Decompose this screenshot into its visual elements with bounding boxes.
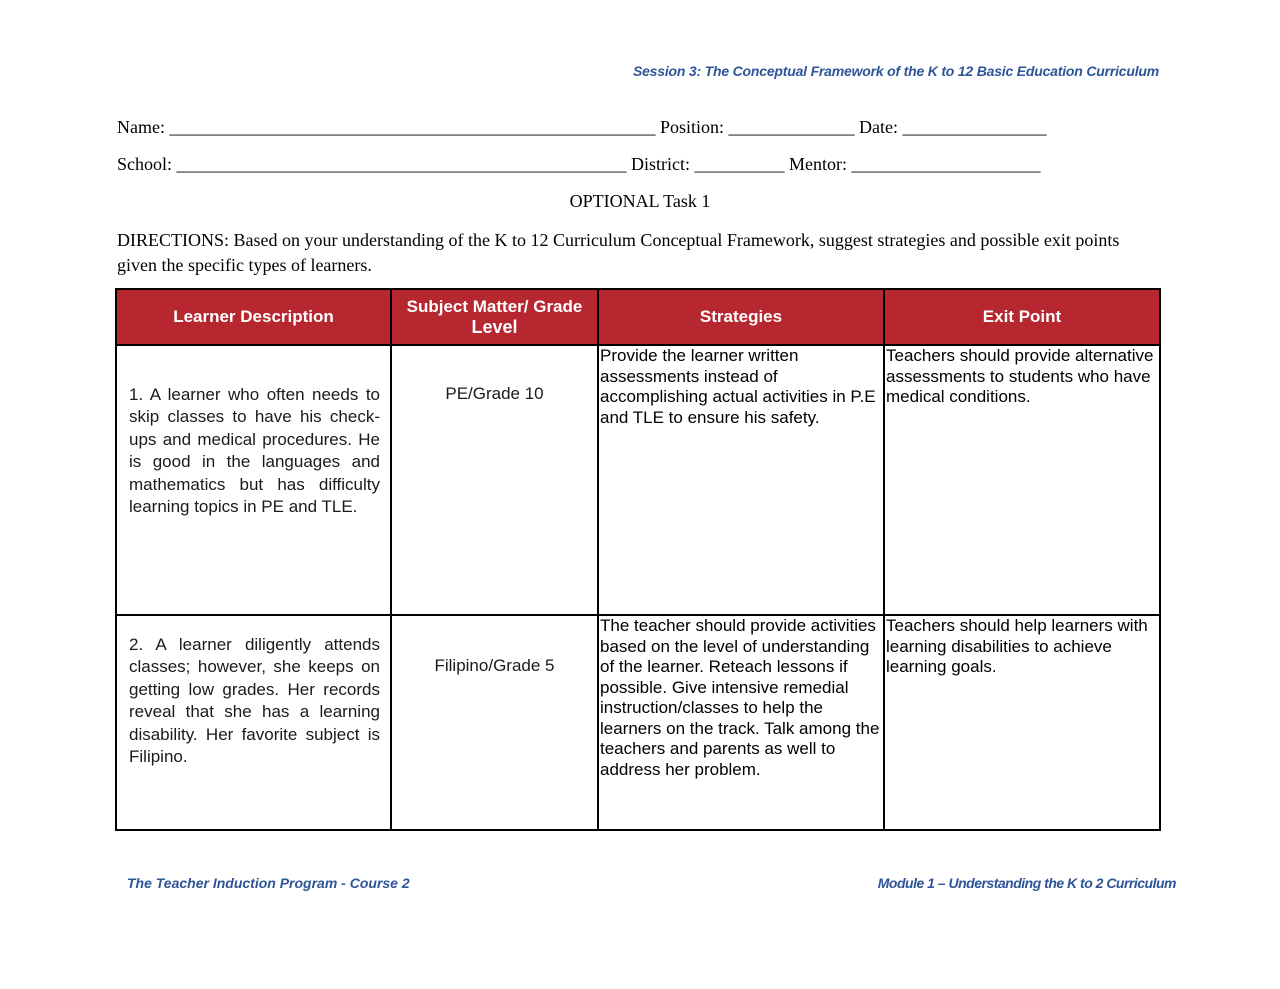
mentor-label: Mentor:: [789, 154, 848, 174]
date-field[interactable]: ________________: [902, 117, 1047, 137]
mentor-field[interactable]: _____________________: [851, 154, 1041, 174]
subject-cell: [391, 345, 598, 615]
subject-text: Filipino/Grade 5: [434, 656, 555, 675]
learner-description-cell: [116, 345, 391, 615]
directions-text: DIRECTIONS: Based on your understanding of the K to 12 Curriculum Conceptual Framework, suggest strategies and possible exit points given the specific types of learners.: [117, 230, 1120, 275]
footer-module-title: Module 1 – Understanding the K to 2 Curriculum: [877, 875, 1176, 891]
strategies-text: The teacher should provide activities based on the level of understanding of the learner. Reteach lessons if possible. Give intensive remedial instruction/classes to help the learners on the track. Talk among the teachers and parents as well to address her problem.: [600, 616, 880, 779]
header-exit-point: Exit Point: [884, 289, 1160, 345]
header-subject-line1: Subject Matter/ Grade: [406, 297, 583, 316]
date-label: Date:: [859, 117, 898, 137]
exit-point-cell[interactable]: [884, 615, 1160, 830]
school-field[interactable]: __________________________________________________: [176, 154, 627, 174]
school-label: School:: [117, 154, 173, 174]
exit-point-text: Teachers should provide alternative assessments to students who have medical conditions.: [886, 346, 1154, 406]
position-label: Position:: [659, 117, 725, 137]
learner-description-cell: [116, 615, 391, 830]
footer-program-title: The Teacher Induction Program - Course 2: [127, 875, 410, 891]
learner-description-text: 1. A learner who often needs to skip classes to have his check-ups and medical procedures. He is good in the languages and mathematics but has difficulty learning topics in PE and TLE.: [129, 385, 380, 517]
header-subject-matter: [391, 289, 598, 345]
district-label: District:: [631, 154, 691, 174]
subject-text: PE/Grade 10: [445, 384, 544, 403]
table-header-row: [116, 289, 1160, 345]
strategies-text: Provide the learner written assessments instead of accomplishing actual activities in P.E and TLE to ensure his safety.: [600, 346, 876, 427]
header-strategies: Strategies: [598, 289, 884, 345]
position-field[interactable]: ______________: [728, 117, 855, 137]
name-field[interactable]: ______________________________________________________: [169, 117, 656, 137]
district-field[interactable]: __________: [694, 154, 785, 174]
table-row: [116, 345, 1160, 615]
name-label: Name:: [117, 117, 165, 137]
subject-cell: [391, 615, 598, 830]
strategies-cell[interactable]: [598, 615, 884, 830]
header-learner-description: Learner Description: [116, 289, 391, 345]
exit-point-cell[interactable]: [884, 345, 1160, 615]
name-position-date-line: [117, 117, 1047, 138]
school-district-mentor-line: [117, 154, 1041, 175]
learner-strategies-table: [115, 288, 1161, 831]
header-subject-line2: Level: [471, 317, 518, 337]
exit-point-text: Teachers should help learners with learning disabilities to achieve learning goals.: [886, 616, 1148, 676]
learner-description-text: 2. A learner diligently attends classes; however, she keeps on getting low grades. Her records reveal that she has a learning disability. Her favorite subject is Filipino.: [129, 635, 380, 767]
session-title: Session 3: The Conceptual Framework of the K to 12 Basic Education Curriculum: [632, 63, 1159, 79]
table-row: [116, 615, 1160, 830]
task-title: OPTIONAL Task 1: [569, 191, 711, 211]
strategies-cell[interactable]: [598, 345, 884, 615]
